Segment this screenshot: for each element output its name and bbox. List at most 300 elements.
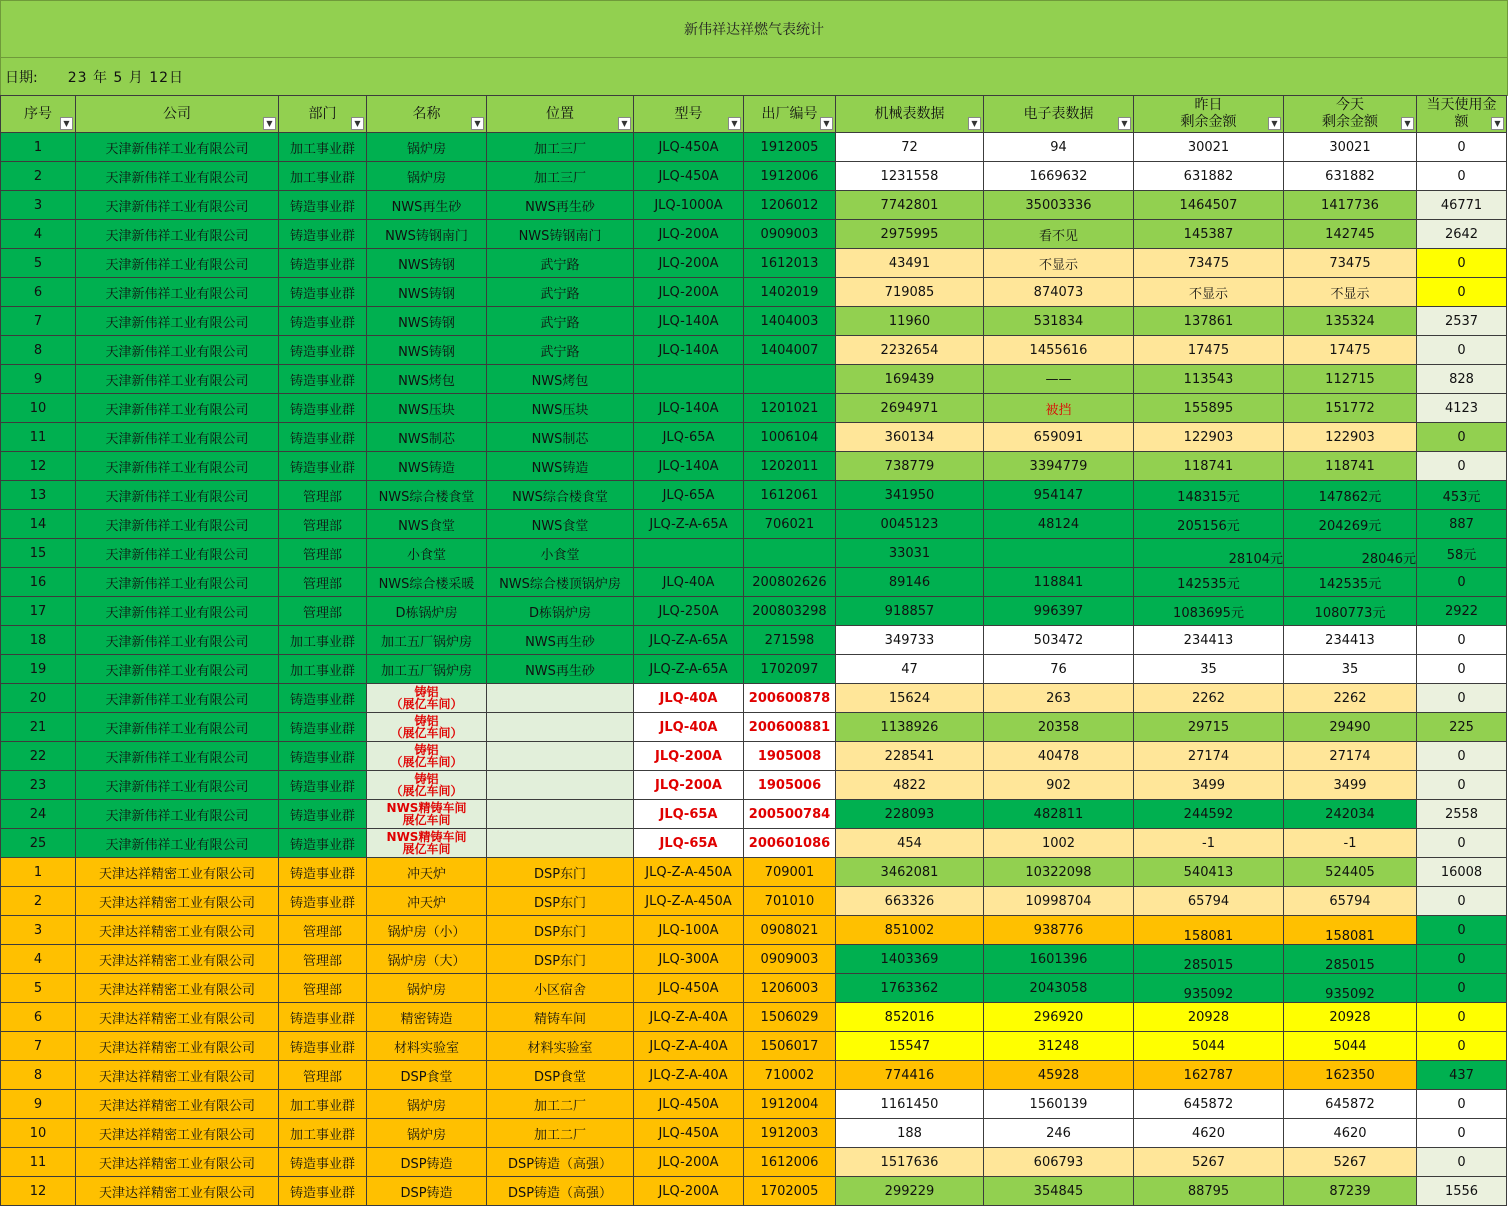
cell-name[interactable]: NWS铸钢 <box>367 307 487 336</box>
cell-company[interactable]: 天津达祥精密工业有限公司 <box>76 1177 279 1206</box>
cell-today[interactable]: 135324 <box>1284 307 1417 336</box>
dropdown-arrow-icon[interactable]: ▼ <box>968 117 981 130</box>
cell-location[interactable]: 加工三厂 <box>487 133 634 162</box>
cell-seq[interactable]: 11 <box>1 1148 76 1177</box>
cell-mech[interactable]: 2694971 <box>836 394 984 423</box>
cell-elec[interactable]: 1669632 <box>984 162 1134 191</box>
cell-mech[interactable]: 228541 <box>836 742 984 771</box>
cell-seq[interactable]: 4 <box>1 220 76 249</box>
cell-usage[interactable]: 0 <box>1417 1032 1507 1061</box>
cell-yesterday[interactable]: -1 <box>1134 829 1284 858</box>
cell-elec[interactable]: 874073 <box>984 278 1134 307</box>
cell-usage[interactable]: 437 <box>1417 1061 1507 1090</box>
cell-dept[interactable]: 铸造事业群 <box>279 336 367 365</box>
cell-elec[interactable]: 1002 <box>984 829 1134 858</box>
cell-location[interactable]: NWS综合楼顶锅炉房 <box>487 568 634 597</box>
cell-company[interactable]: 天津达祥精密工业有限公司 <box>76 1003 279 1032</box>
cell-mech[interactable]: 851002 <box>836 916 984 945</box>
cell-name[interactable]: D栋锅炉房 <box>367 597 487 626</box>
cell-location[interactable]: NWS综合楼食堂 <box>487 481 634 510</box>
cell-location[interactable]: D栋锅炉房 <box>487 597 634 626</box>
cell-seq[interactable]: 12 <box>1 1177 76 1206</box>
cell-serial[interactable]: 1612061 <box>744 481 836 510</box>
cell-elec[interactable]: 354845 <box>984 1177 1134 1206</box>
cell-seq[interactable]: 22 <box>1 742 76 771</box>
cell-dept[interactable]: 管理部 <box>279 974 367 1003</box>
cell-serial[interactable]: 1402019 <box>744 278 836 307</box>
cell-seq[interactable]: 18 <box>1 626 76 655</box>
cell-dept[interactable]: 铸造事业群 <box>279 452 367 481</box>
cell-dept[interactable]: 铸造事业群 <box>279 742 367 771</box>
cell-yesterday[interactable]: 137861 <box>1134 307 1284 336</box>
cell-yesterday[interactable]: 73475 <box>1134 249 1284 278</box>
cell-usage[interactable]: 0 <box>1417 916 1507 945</box>
cell-seq[interactable]: 5 <box>1 249 76 278</box>
cell-location[interactable]: DSP东门 <box>487 858 634 887</box>
cell-location[interactable]: DSP铸造（高强） <box>487 1148 634 1177</box>
header-mech[interactable] <box>836 96 984 133</box>
cell-model[interactable]: JLQ-200A <box>634 220 744 249</box>
cell-seq[interactable]: 6 <box>1 278 76 307</box>
cell-seq[interactable]: 12 <box>1 452 76 481</box>
cell-model[interactable] <box>634 365 744 394</box>
cell-name[interactable]: NWS压块 <box>367 394 487 423</box>
cell-serial[interactable]: 709001 <box>744 858 836 887</box>
cell-serial[interactable]: 0909003 <box>744 220 836 249</box>
cell-location[interactable]: DSP东门 <box>487 887 634 916</box>
cell-location[interactable]: NWS制芯 <box>487 423 634 452</box>
header-seq[interactable] <box>1 96 76 133</box>
cell-elec[interactable]: 3394779 <box>984 452 1134 481</box>
cell-today[interactable]: 118741 <box>1284 452 1417 481</box>
cell-elec[interactable]: 246 <box>984 1119 1134 1148</box>
cell-elec[interactable] <box>984 539 1134 568</box>
header-model[interactable] <box>634 96 744 133</box>
cell-model[interactable]: JLQ-65A <box>634 423 744 452</box>
dropdown-arrow-icon[interactable]: ▼ <box>471 117 484 130</box>
cell-location[interactable]: DSP铸造（高强） <box>487 1177 634 1206</box>
cell-today[interactable]: 不显示 <box>1284 278 1417 307</box>
cell-mech[interactable]: 341950 <box>836 481 984 510</box>
cell-elec[interactable]: 482811 <box>984 800 1134 829</box>
cell-serial[interactable]: 1912003 <box>744 1119 836 1148</box>
cell-name[interactable]: 冲天炉 <box>367 858 487 887</box>
cell-yesterday[interactable]: 5267 <box>1134 1148 1284 1177</box>
cell-dept[interactable]: 铸造事业群 <box>279 278 367 307</box>
cell-company[interactable]: 天津新伟祥工业有限公司 <box>76 133 279 162</box>
cell-yesterday[interactable]: 234413 <box>1134 626 1284 655</box>
cell-location[interactable]: 小食堂 <box>487 539 634 568</box>
cell-name[interactable]: NWS精铸车间 展亿车间 <box>367 829 487 858</box>
cell-dept[interactable]: 加工事业群 <box>279 655 367 684</box>
dropdown-arrow-icon[interactable]: ▼ <box>1401 117 1414 130</box>
cell-serial[interactable]: 0909003 <box>744 945 836 974</box>
cell-usage[interactable]: 0 <box>1417 162 1507 191</box>
cell-dept[interactable]: 铸造事业群 <box>279 191 367 220</box>
cell-dept[interactable]: 铸造事业群 <box>279 858 367 887</box>
cell-elec[interactable]: 938776 <box>984 916 1134 945</box>
cell-name[interactable]: DSP铸造 <box>367 1148 487 1177</box>
cell-elec[interactable]: 263 <box>984 684 1134 713</box>
cell-elec[interactable]: 被挡 <box>984 394 1134 423</box>
cell-serial[interactable]: 710002 <box>744 1061 836 1090</box>
cell-name[interactable]: DSP铸造 <box>367 1177 487 1206</box>
cell-today[interactable]: 30021 <box>1284 133 1417 162</box>
cell-company[interactable]: 天津达祥精密工业有限公司 <box>76 1032 279 1061</box>
cell-mech[interactable]: 360134 <box>836 423 984 452</box>
cell-dept[interactable]: 铸造事业群 <box>279 365 367 394</box>
cell-serial[interactable]: 1404007 <box>744 336 836 365</box>
cell-name[interactable]: 精密铸造 <box>367 1003 487 1032</box>
cell-today[interactable]: 87239 <box>1284 1177 1417 1206</box>
cell-today[interactable]: 645872 <box>1284 1090 1417 1119</box>
cell-location[interactable] <box>487 771 634 800</box>
cell-elec[interactable]: 296920 <box>984 1003 1134 1032</box>
cell-mech[interactable]: 349733 <box>836 626 984 655</box>
cell-today[interactable]: 1080773元 <box>1284 597 1417 626</box>
cell-yesterday[interactable]: 631882 <box>1134 162 1284 191</box>
cell-name[interactable]: 锅炉房 <box>367 1119 487 1148</box>
cell-dept[interactable]: 铸造事业群 <box>279 220 367 249</box>
cell-elec[interactable]: 1560139 <box>984 1090 1134 1119</box>
cell-yesterday[interactable]: 935092 <box>1134 974 1284 1003</box>
cell-usage[interactable]: 828 <box>1417 365 1507 394</box>
cell-model[interactable]: JLQ-300A <box>634 945 744 974</box>
dropdown-arrow-icon[interactable]: ▼ <box>1491 117 1504 130</box>
cell-company[interactable]: 天津新伟祥工业有限公司 <box>76 713 279 742</box>
cell-elec[interactable]: 118841 <box>984 568 1134 597</box>
cell-today[interactable]: -1 <box>1284 829 1417 858</box>
cell-seq[interactable]: 24 <box>1 800 76 829</box>
cell-dept[interactable]: 管理部 <box>279 597 367 626</box>
cell-model[interactable]: JLQ-Z-A-65A <box>634 626 744 655</box>
cell-mech[interactable]: 89146 <box>836 568 984 597</box>
cell-today[interactable]: 27174 <box>1284 742 1417 771</box>
cell-model[interactable]: JLQ-140A <box>634 336 744 365</box>
cell-location[interactable]: 武宁路 <box>487 278 634 307</box>
cell-company[interactable]: 天津达祥精密工业有限公司 <box>76 1119 279 1148</box>
cell-elec[interactable]: 10998704 <box>984 887 1134 916</box>
cell-model[interactable]: JLQ-65A <box>634 800 744 829</box>
cell-company[interactable]: 天津达祥精密工业有限公司 <box>76 945 279 974</box>
cell-usage[interactable]: 0 <box>1417 945 1507 974</box>
cell-yesterday[interactable]: 17475 <box>1134 336 1284 365</box>
cell-today[interactable]: 234413 <box>1284 626 1417 655</box>
cell-yesterday[interactable]: 1083695元 <box>1134 597 1284 626</box>
cell-yesterday[interactable]: 113543 <box>1134 365 1284 394</box>
dropdown-arrow-icon[interactable]: ▼ <box>60 117 73 130</box>
cell-mech[interactable]: 11960 <box>836 307 984 336</box>
cell-location[interactable]: 加工二厂 <box>487 1090 634 1119</box>
cell-seq[interactable]: 2 <box>1 162 76 191</box>
cell-mech[interactable]: 774416 <box>836 1061 984 1090</box>
cell-seq[interactable]: 10 <box>1 394 76 423</box>
cell-seq[interactable]: 1 <box>1 133 76 162</box>
cell-usage[interactable]: 0 <box>1417 626 1507 655</box>
cell-location[interactable]: NWS烤包 <box>487 365 634 394</box>
cell-company[interactable]: 天津新伟祥工业有限公司 <box>76 829 279 858</box>
cell-name[interactable]: 铸铝 （展亿车间） <box>367 684 487 713</box>
header-company[interactable] <box>76 96 279 133</box>
cell-name[interactable]: 加工五厂锅炉房 <box>367 655 487 684</box>
cell-seq[interactable]: 9 <box>1 365 76 394</box>
cell-dept[interactable]: 加工事业群 <box>279 1119 367 1148</box>
cell-dept[interactable]: 管理部 <box>279 539 367 568</box>
cell-location[interactable]: NWS再生砂 <box>487 655 634 684</box>
cell-name[interactable]: NWS综合楼采暖 <box>367 568 487 597</box>
cell-model[interactable]: JLQ-Z-A-450A <box>634 858 744 887</box>
cell-seq[interactable]: 16 <box>1 568 76 597</box>
cell-model[interactable]: JLQ-200A <box>634 771 744 800</box>
cell-location[interactable]: NWS再生砂 <box>487 626 634 655</box>
cell-model[interactable]: JLQ-Z-A-40A <box>634 1003 744 1032</box>
cell-elec[interactable]: 45928 <box>984 1061 1134 1090</box>
cell-usage[interactable]: 0 <box>1417 336 1507 365</box>
cell-serial[interactable]: 0908021 <box>744 916 836 945</box>
cell-name[interactable]: NWS烤包 <box>367 365 487 394</box>
cell-yesterday[interactable]: 205156元 <box>1134 510 1284 539</box>
cell-company[interactable]: 天津达祥精密工业有限公司 <box>76 1090 279 1119</box>
cell-location[interactable]: 材料实验室 <box>487 1032 634 1061</box>
cell-serial[interactable]: 706021 <box>744 510 836 539</box>
cell-model[interactable]: JLQ-65A <box>634 481 744 510</box>
cell-dept[interactable]: 铸造事业群 <box>279 307 367 336</box>
cell-today[interactable]: 142745 <box>1284 220 1417 249</box>
cell-today[interactable]: 122903 <box>1284 423 1417 452</box>
cell-elec[interactable]: 606793 <box>984 1148 1134 1177</box>
header-dept[interactable] <box>279 96 367 133</box>
date-value[interactable]: 23 年 5 月 12日 <box>67 69 185 86</box>
cell-yesterday[interactable]: 645872 <box>1134 1090 1284 1119</box>
cell-dept[interactable]: 铸造事业群 <box>279 800 367 829</box>
header-yesterday[interactable] <box>1134 96 1284 133</box>
cell-yesterday[interactable]: 3499 <box>1134 771 1284 800</box>
cell-yesterday[interactable]: 65794 <box>1134 887 1284 916</box>
cell-location[interactable]: NWS压块 <box>487 394 634 423</box>
cell-company[interactable]: 天津达祥精密工业有限公司 <box>76 1061 279 1090</box>
cell-today[interactable]: 1417736 <box>1284 191 1417 220</box>
cell-seq[interactable]: 14 <box>1 510 76 539</box>
cell-dept[interactable]: 铸造事业群 <box>279 423 367 452</box>
cell-elec[interactable]: 996397 <box>984 597 1134 626</box>
cell-yesterday[interactable]: 155895 <box>1134 394 1284 423</box>
cell-seq[interactable]: 3 <box>1 916 76 945</box>
cell-dept[interactable]: 铸造事业群 <box>279 887 367 916</box>
cell-today[interactable]: 3499 <box>1284 771 1417 800</box>
cell-yesterday[interactable]: 29715 <box>1134 713 1284 742</box>
cell-company[interactable]: 天津新伟祥工业有限公司 <box>76 220 279 249</box>
cell-today[interactable]: 524405 <box>1284 858 1417 887</box>
dropdown-arrow-icon[interactable]: ▼ <box>1118 117 1131 130</box>
cell-company[interactable]: 天津新伟祥工业有限公司 <box>76 510 279 539</box>
cell-elec[interactable]: 20358 <box>984 713 1134 742</box>
cell-usage[interactable]: 16008 <box>1417 858 1507 887</box>
cell-yesterday[interactable]: 35 <box>1134 655 1284 684</box>
cell-today[interactable]: 2262 <box>1284 684 1417 713</box>
cell-usage[interactable]: 2558 <box>1417 800 1507 829</box>
cell-company[interactable]: 天津达祥精密工业有限公司 <box>76 974 279 1003</box>
cell-yesterday[interactable]: 28104元 <box>1134 539 1284 568</box>
cell-seq[interactable]: 8 <box>1 336 76 365</box>
cell-name[interactable]: NWS铸钢南门 <box>367 220 487 249</box>
cell-model[interactable]: JLQ-450A <box>634 133 744 162</box>
cell-name[interactable]: 锅炉房（小） <box>367 916 487 945</box>
cell-location[interactable]: 武宁路 <box>487 336 634 365</box>
header-location[interactable] <box>487 96 634 133</box>
cell-model[interactable]: JLQ-100A <box>634 916 744 945</box>
cell-name[interactable]: 铸铝 （展亿车间） <box>367 771 487 800</box>
cell-usage[interactable]: 0 <box>1417 1003 1507 1032</box>
cell-model[interactable]: JLQ-200A <box>634 278 744 307</box>
cell-name[interactable]: 锅炉房（大） <box>367 945 487 974</box>
cell-name[interactable]: NWS铸造 <box>367 452 487 481</box>
cell-model[interactable]: JLQ-Z-A-65A <box>634 510 744 539</box>
cell-name[interactable]: 铸铝 （展亿车间） <box>367 713 487 742</box>
cell-name[interactable]: 小食堂 <box>367 539 487 568</box>
cell-mech[interactable]: 1231558 <box>836 162 984 191</box>
cell-company[interactable]: 天津达祥精密工业有限公司 <box>76 887 279 916</box>
cell-dept[interactable]: 铸造事业群 <box>279 684 367 713</box>
cell-company[interactable]: 天津新伟祥工业有限公司 <box>76 481 279 510</box>
cell-name[interactable]: 锅炉房 <box>367 1090 487 1119</box>
cell-seq[interactable]: 20 <box>1 684 76 713</box>
cell-company[interactable]: 天津达祥精密工业有限公司 <box>76 916 279 945</box>
cell-mech[interactable]: 7742801 <box>836 191 984 220</box>
cell-usage[interactable]: 0 <box>1417 887 1507 916</box>
cell-serial[interactable]: 1912006 <box>744 162 836 191</box>
cell-model[interactable]: JLQ-1000A <box>634 191 744 220</box>
cell-seq[interactable]: 11 <box>1 423 76 452</box>
cell-mech[interactable]: 738779 <box>836 452 984 481</box>
cell-serial[interactable]: 200600881 <box>744 713 836 742</box>
cell-elec[interactable]: 531834 <box>984 307 1134 336</box>
cell-mech[interactable]: 3462081 <box>836 858 984 887</box>
cell-yesterday[interactable]: 27174 <box>1134 742 1284 771</box>
cell-seq[interactable]: 5 <box>1 974 76 1003</box>
cell-mech[interactable]: 454 <box>836 829 984 858</box>
cell-company[interactable]: 天津新伟祥工业有限公司 <box>76 626 279 655</box>
cell-model[interactable]: JLQ-Z-A-40A <box>634 1032 744 1061</box>
cell-serial[interactable]: 1404003 <box>744 307 836 336</box>
cell-yesterday[interactable]: 5044 <box>1134 1032 1284 1061</box>
cell-serial[interactable] <box>744 539 836 568</box>
cell-usage[interactable]: 0 <box>1417 278 1507 307</box>
cell-serial[interactable]: 1506029 <box>744 1003 836 1032</box>
cell-yesterday[interactable]: 540413 <box>1134 858 1284 887</box>
cell-serial[interactable]: 1905008 <box>744 742 836 771</box>
cell-today[interactable]: 65794 <box>1284 887 1417 916</box>
cell-seq[interactable]: 3 <box>1 191 76 220</box>
cell-today[interactable]: 631882 <box>1284 162 1417 191</box>
cell-yesterday[interactable]: 122903 <box>1134 423 1284 452</box>
cell-usage[interactable]: 0 <box>1417 133 1507 162</box>
cell-dept[interactable]: 管理部 <box>279 481 367 510</box>
cell-location[interactable]: 武宁路 <box>487 249 634 278</box>
cell-mech[interactable]: 1763362 <box>836 974 984 1003</box>
cell-elec[interactable]: 10322098 <box>984 858 1134 887</box>
cell-usage[interactable]: 0 <box>1417 684 1507 713</box>
cell-serial[interactable]: 200802626 <box>744 568 836 597</box>
cell-mech[interactable]: 2975995 <box>836 220 984 249</box>
cell-today[interactable]: 285015 <box>1284 945 1417 974</box>
cell-serial[interactable]: 1006104 <box>744 423 836 452</box>
cell-seq[interactable]: 8 <box>1 1061 76 1090</box>
cell-today[interactable]: 151772 <box>1284 394 1417 423</box>
cell-usage[interactable]: 887 <box>1417 510 1507 539</box>
cell-location[interactable] <box>487 684 634 713</box>
cell-mech[interactable]: 169439 <box>836 365 984 394</box>
cell-today[interactable]: 162350 <box>1284 1061 1417 1090</box>
cell-model[interactable]: JLQ-450A <box>634 1090 744 1119</box>
cell-serial[interactable]: 1905006 <box>744 771 836 800</box>
cell-model[interactable]: JLQ-40A <box>634 684 744 713</box>
cell-mech[interactable]: 228093 <box>836 800 984 829</box>
sheet-title[interactable]: 新伟祥达祥燃气表统计 <box>0 0 1508 58</box>
cell-name[interactable]: 锅炉房 <box>367 162 487 191</box>
cell-yesterday[interactable]: 20928 <box>1134 1003 1284 1032</box>
cell-serial[interactable]: 1206003 <box>744 974 836 1003</box>
cell-model[interactable]: JLQ-200A <box>634 1148 744 1177</box>
cell-seq[interactable]: 9 <box>1 1090 76 1119</box>
cell-today[interactable]: 17475 <box>1284 336 1417 365</box>
cell-serial[interactable]: 1702097 <box>744 655 836 684</box>
cell-model[interactable] <box>634 539 744 568</box>
cell-company[interactable]: 天津新伟祥工业有限公司 <box>76 800 279 829</box>
cell-name[interactable]: NWS铸钢 <box>367 278 487 307</box>
dropdown-arrow-icon[interactable]: ▼ <box>820 117 833 130</box>
cell-today[interactable]: 4620 <box>1284 1119 1417 1148</box>
cell-company[interactable]: 天津新伟祥工业有限公司 <box>76 423 279 452</box>
cell-company[interactable]: 天津新伟祥工业有限公司 <box>76 771 279 800</box>
cell-serial[interactable]: 1206012 <box>744 191 836 220</box>
cell-yesterday[interactable]: 244592 <box>1134 800 1284 829</box>
cell-company[interactable]: 天津新伟祥工业有限公司 <box>76 597 279 626</box>
cell-mech[interactable]: 33031 <box>836 539 984 568</box>
cell-usage[interactable]: 0 <box>1417 742 1507 771</box>
cell-today[interactable]: 112715 <box>1284 365 1417 394</box>
cell-model[interactable]: JLQ-450A <box>634 162 744 191</box>
cell-seq[interactable]: 6 <box>1 1003 76 1032</box>
cell-mech[interactable]: 299229 <box>836 1177 984 1206</box>
cell-seq[interactable]: 10 <box>1 1119 76 1148</box>
cell-today[interactable]: 5267 <box>1284 1148 1417 1177</box>
cell-name[interactable]: 锅炉房 <box>367 974 487 1003</box>
cell-yesterday[interactable]: 2262 <box>1134 684 1284 713</box>
cell-seq[interactable]: 1 <box>1 858 76 887</box>
cell-company[interactable]: 天津新伟祥工业有限公司 <box>76 191 279 220</box>
cell-elec[interactable]: 503472 <box>984 626 1134 655</box>
cell-company[interactable]: 天津新伟祥工业有限公司 <box>76 655 279 684</box>
cell-model[interactable]: JLQ-Z-A-450A <box>634 887 744 916</box>
cell-usage[interactable]: 0 <box>1417 568 1507 597</box>
cell-mech[interactable]: 43491 <box>836 249 984 278</box>
cell-today[interactable]: 35 <box>1284 655 1417 684</box>
dropdown-arrow-icon[interactable]: ▼ <box>263 117 276 130</box>
cell-name[interactable]: 加工五厂锅炉房 <box>367 626 487 655</box>
cell-serial[interactable]: 1612013 <box>744 249 836 278</box>
cell-model[interactable]: JLQ-200A <box>634 742 744 771</box>
cell-name[interactable]: NWS精铸车间 展亿车间 <box>367 800 487 829</box>
cell-usage[interactable]: 225 <box>1417 713 1507 742</box>
cell-yesterday[interactable]: 145387 <box>1134 220 1284 249</box>
cell-serial[interactable]: 701010 <box>744 887 836 916</box>
cell-location[interactable]: 武宁路 <box>487 307 634 336</box>
cell-company[interactable]: 天津新伟祥工业有限公司 <box>76 539 279 568</box>
cell-name[interactable]: 冲天炉 <box>367 887 487 916</box>
cell-today[interactable]: 242034 <box>1284 800 1417 829</box>
cell-dept[interactable]: 管理部 <box>279 510 367 539</box>
cell-usage[interactable]: 0 <box>1417 1148 1507 1177</box>
